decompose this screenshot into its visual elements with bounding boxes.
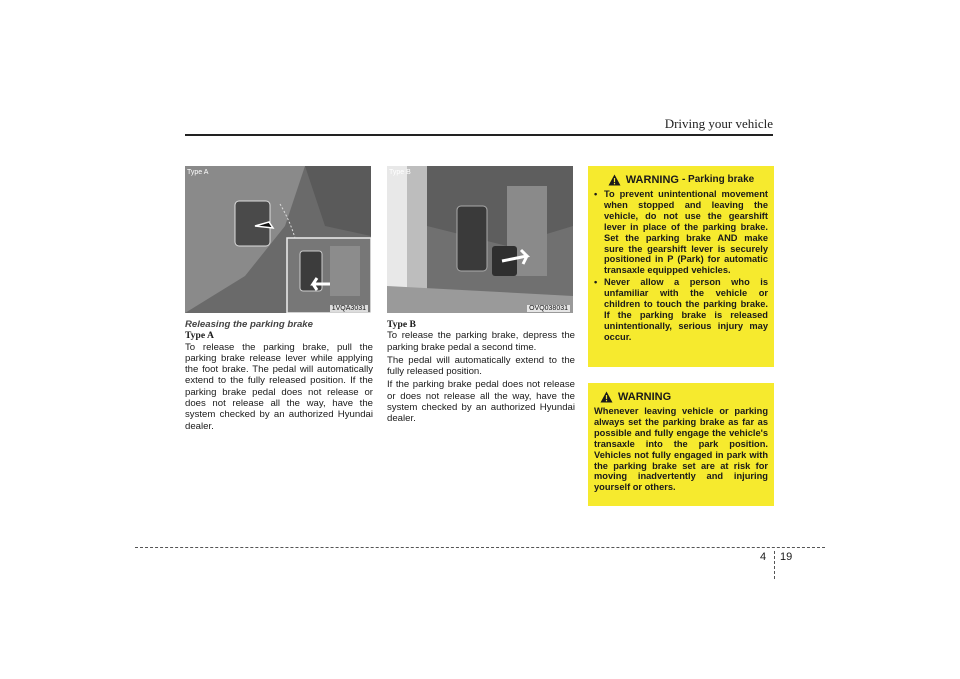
header-rule [185,134,773,136]
type-b-heading: Type B [387,319,416,330]
warning-parking-brake-box [588,166,774,367]
warning-2-body: Whenever leaving vehicle or parking always set the parking brake as far as possible and fully engage the vehicle's transaxle into the park position. Vehicles not fully engaged in park with the parking brake set are at risk for moving inadvertently and injuring yourself or others. [594,406,768,493]
chapter-number: 4 [760,551,767,563]
warning-2-title-row [594,391,768,403]
figure-a-code: 1VQA3031 [331,305,366,312]
warning-2-title: WARNING [618,390,672,403]
type-a-heading: Type A [185,330,214,342]
warning-1-bullet [594,277,768,342]
warning-triangle-icon [600,391,613,403]
bullet-icon: • [594,189,598,199]
section-title: Driving your vehicle [664,116,773,131]
warning-1-title-row [594,174,768,186]
warning-triangle-icon [608,174,621,186]
figure-b-label: Type B [389,169,411,176]
figure-a-illustration [185,166,371,313]
type-a-body: To release the parking brake, pull the parking brake release lever while applying the foot brake. The pedal will automatically extend to the fully released position. If the parking brake pedal does not release or does not release all the way, have the system checked by an authorized Hyundai dealer. [185,341,373,432]
warning-1-bullet-text: To prevent unintentional movement when stopped and leaving the vehicle, do not use the gearshift lever in place of the parking brake. Set the parking brake AND make sure the gearshift lever is securely positioned in P (Park) for automatic transaxle equipped vehicles. [604,189,768,276]
warning-1-bullet [594,189,768,276]
type-b-paragraph-2: The pedal will automatically extend to the fully released position. [387,354,575,378]
column-b [387,319,575,427]
page-number: 19 [780,551,793,563]
figure-b-parking-brake-pedal [387,166,573,313]
figure-a-parking-brake-lever [185,166,371,313]
warning-1-subtitle: - Parking brake [681,173,755,185]
bullet-icon: • [594,277,598,288]
warning-1-title: WARNING [625,173,679,186]
figure-b-code: OVQ038031 [529,305,568,312]
warning-leaving-vehicle-box [588,383,774,506]
footer-divider [774,551,775,579]
type-b-paragraph-3: If the parking brake pedal does not release or does not release all the way, have the system checked by an authorized Hyundai dealer. [387,379,575,425]
warning-1-bullet-text: Never allow a person who is unfamiliar with the vehicle or children to touch the parking brake. If the parking brake is released unintentionally, serious injury may occur. [604,277,768,342]
releasing-heading: Releasing the parking brake [185,319,313,330]
footer-rule [135,547,825,548]
figure-b-illustration [387,166,573,313]
type-b-paragraph-1: To release the parking brake, depress the parking brake pedal a second time. [387,330,575,353]
column-a [185,319,373,434]
figure-a-label: Type A [187,169,209,176]
